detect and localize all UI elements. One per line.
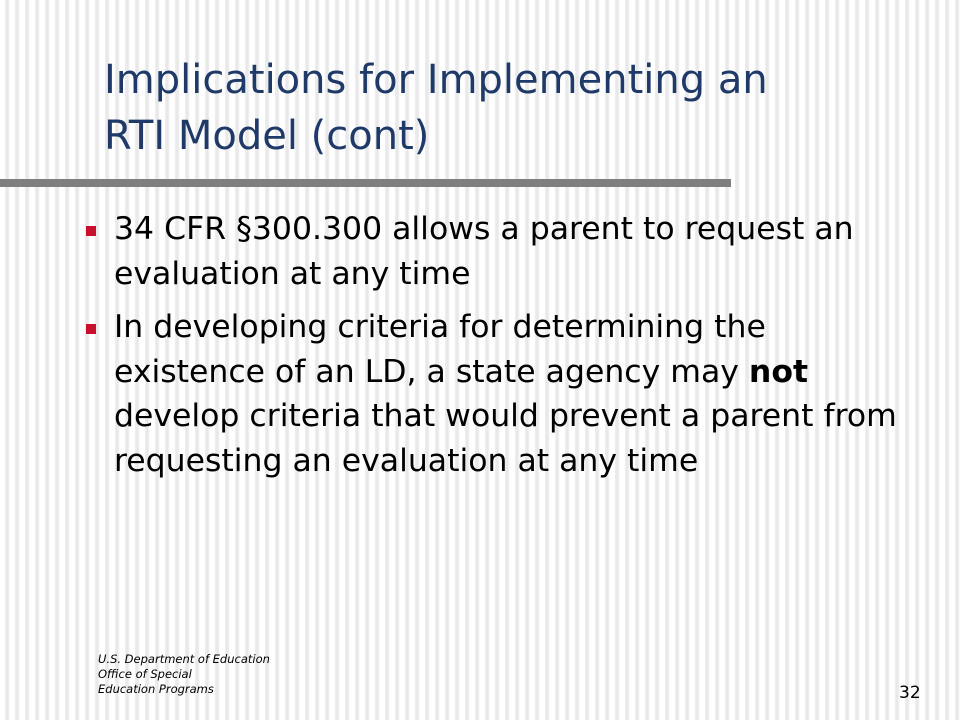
footer-line: U.S. Department of Education bbox=[98, 652, 270, 666]
footer-line: Office of Special bbox=[98, 667, 192, 681]
bullet-text-after: develop criteria that would prevent a parent from requesting an evaluation at any time bbox=[114, 398, 897, 479]
bullet-item bbox=[86, 207, 926, 296]
bullet-emphasis: not bbox=[748, 353, 809, 390]
title-divider bbox=[0, 179, 731, 187]
slide-number: 32 bbox=[899, 683, 921, 703]
slide-title-line-2: RTI Model (cont) bbox=[104, 113, 430, 159]
bullet-text-before: In developing criteria for determining the existence of an LD, a state agency may bbox=[114, 309, 766, 390]
bullet-text: 34 CFR §300.300 allows a parent to request an evaluation at any time bbox=[114, 211, 854, 292]
slide-title-line-1: Implications for Implementing an bbox=[104, 57, 768, 103]
bullet-list bbox=[86, 207, 926, 492]
footer-line: Education Programs bbox=[98, 682, 214, 696]
slide-title bbox=[104, 52, 924, 164]
footer-organization bbox=[98, 652, 270, 697]
bullet-item bbox=[86, 305, 926, 483]
square-bullet-icon bbox=[86, 324, 96, 334]
square-bullet-icon bbox=[86, 226, 96, 236]
